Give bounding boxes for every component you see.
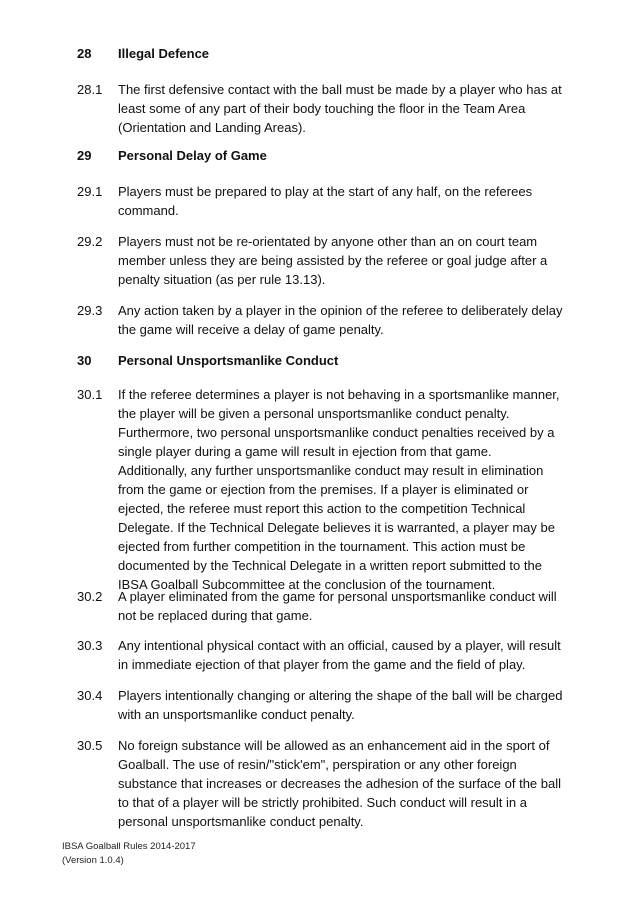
text-line: from the game or ejection from the premises. If a player is eliminated or — [118, 482, 529, 497]
text-line: substance that increases or decreases the adhesion of the surface of the ball — [118, 776, 561, 791]
text-line: documented by the Technical Delegate in a written report submitted to the — [118, 558, 542, 573]
text-line: in immediate ejection of that player from the game and the field of play. — [118, 657, 526, 672]
rule-text — [118, 385, 568, 594]
heading-text — [118, 44, 568, 63]
heading-text — [118, 351, 568, 370]
rule-text — [118, 232, 568, 289]
text-line: Illegal Defence — [118, 46, 210, 61]
rule-text — [118, 301, 568, 339]
text-line: A player eliminated from the game for personal unsportsmanlike conduct will — [118, 589, 557, 604]
text-line: The first defensive contact with the ball must be made by a player who has at — [118, 82, 562, 97]
text-line: the player will be given a personal unsportsmanlike conduct penalty. — [118, 406, 510, 421]
text-line: (Orientation and Landing Areas). — [118, 120, 306, 135]
text-line: penalty situation (as per rule 13.13). — [118, 272, 326, 287]
footer-title: IBSA Goalball Rules 2014-2017 — [62, 841, 196, 852]
text-line: Personal Delay of Game — [118, 148, 267, 163]
text-line: the game will receive a delay of game penalty. — [118, 322, 384, 337]
text-line: single player during a game will result in ejection from that game. — [118, 444, 492, 459]
text-line: with an unsportsmanlike conduct penalty. — [118, 707, 355, 722]
rule-text — [118, 80, 568, 137]
rule-text — [118, 686, 568, 724]
text-line: ejected from further competition in the tournament. This action must be — [118, 539, 526, 554]
text-line: to that of a player will be strictly prohibited. Such conduct will result in a — [118, 795, 527, 810]
text-line: IBSA Goalball Subcommittee at the conclusion of the tournament. — [118, 577, 496, 592]
text-line: Players must be prepared to play at the start of any half, on the referees — [118, 184, 533, 199]
heading-text — [118, 146, 568, 165]
text-line: Delegate. If the Technical Delegate believes it is warranted, a player may be — [118, 520, 555, 535]
rule-number: 30.3 — [77, 638, 103, 653]
rule-number: 29 — [77, 148, 92, 163]
rule-number: 30 — [77, 353, 92, 368]
rule-number: 30.1 — [77, 387, 103, 402]
text-line: If the referee determines a player is not behaving in a sportsmanlike manner, — [118, 387, 560, 402]
text-line: Players must not be re-orientated by anyone other than an on court team — [118, 234, 538, 249]
text-line: Additionally, any further unsportsmanlike conduct may result in elimination — [118, 463, 544, 478]
page-footer — [62, 840, 196, 868]
text-line: Any intentional physical contact with an official, caused by a player, will result — [118, 638, 561, 653]
text-line: ejected, the referee must report this action to the competition Technical — [118, 501, 526, 516]
text-line: personal unsportsmanlike conduct penalty. — [118, 814, 364, 829]
rule-text — [118, 182, 568, 220]
rule-number: 30.4 — [77, 688, 103, 703]
rule-number: 30.2 — [77, 589, 103, 604]
text-line: command. — [118, 203, 179, 218]
rule-number: 30.5 — [77, 738, 103, 753]
text-line: Any action taken by a player in the opinion of the referee to deliberately delay — [118, 303, 563, 318]
text-line: Personal Unsportsmanlike Conduct — [118, 353, 339, 368]
text-line: least some of any part of their body touching the floor in the Team Area — [118, 101, 526, 116]
text-line: member unless they are being assisted by the referee or goal judge after a — [118, 253, 548, 268]
rule-number: 29.1 — [77, 184, 103, 199]
rule-number: 28 — [77, 46, 92, 61]
text-line: No foreign substance will be allowed as an enhancement aid in the sport of — [118, 738, 550, 753]
rule-number: 29.2 — [77, 234, 103, 249]
rule-number: 28.1 — [77, 82, 103, 97]
rule-number: 29.3 — [77, 303, 103, 318]
text-line: Players intentionally changing or altering the shape of the ball will be charged — [118, 688, 563, 703]
text-line: Goalball. The use of resin/"stick'em", perspiration or any other foreign — [118, 757, 517, 772]
text-line: not be replaced during that game. — [118, 608, 313, 623]
rule-text — [118, 587, 568, 625]
text-line: Furthermore, two personal unsportsmanlike conduct penalties received by a — [118, 425, 555, 440]
rule-text — [118, 636, 568, 674]
footer-version: (Version 1.0.4) — [62, 855, 124, 866]
rule-text — [118, 736, 568, 831]
